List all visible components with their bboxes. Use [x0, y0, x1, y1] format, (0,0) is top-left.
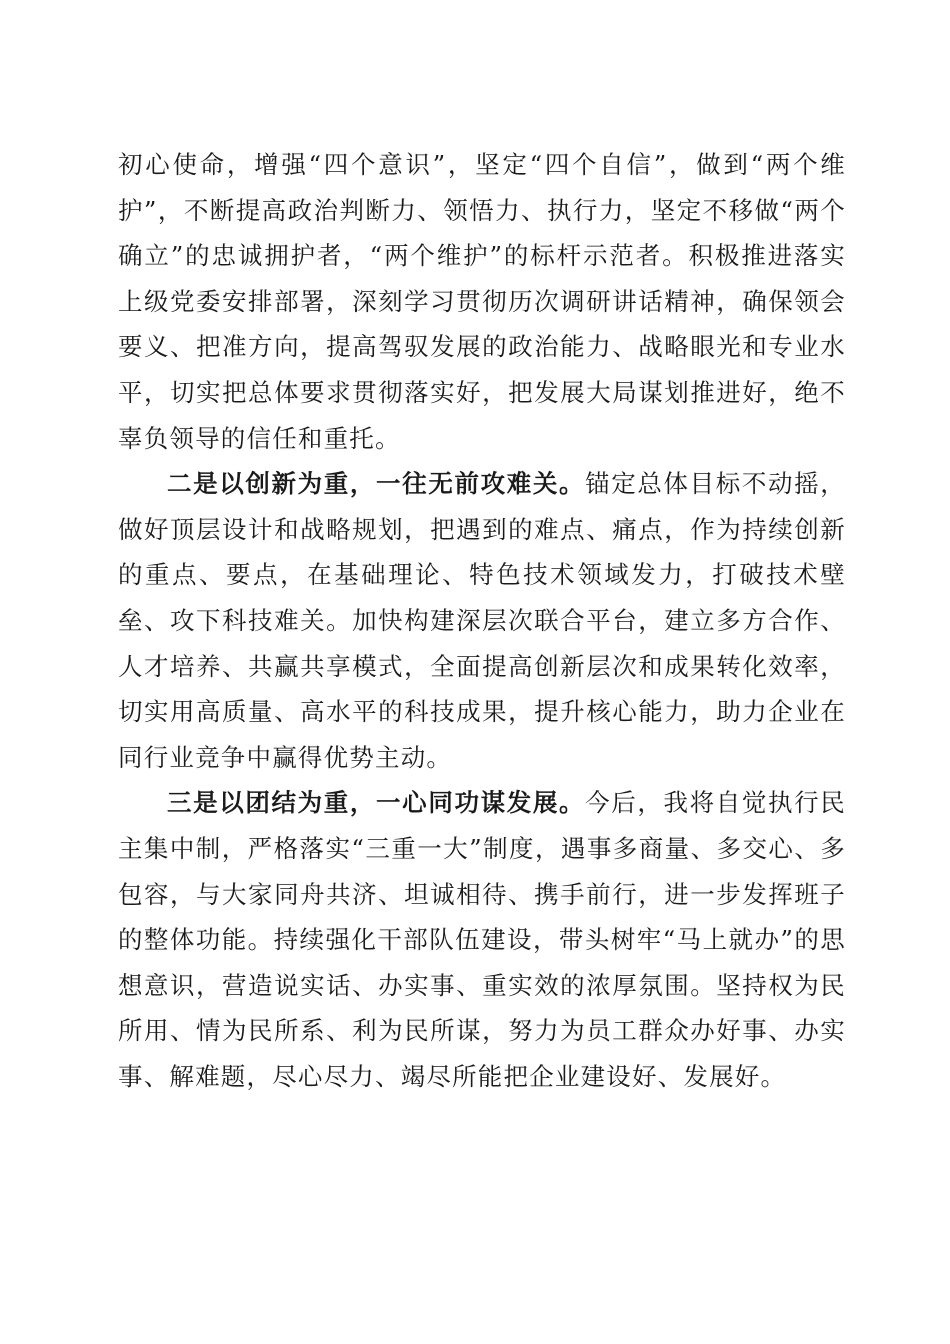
paragraph-unity [118, 780, 846, 1099]
document-body [118, 142, 846, 1099]
paragraph-heading: 二是以创新为重，一往无前攻难关。 [167, 469, 586, 499]
paragraph-body: 今后，我将自觉执行民主集中制，严格落实“三重一大”制度，遇事多商量、多交心、多包容，与大家同舟共济、坦诚相待、携手前行，进一步发挥班子的整体功能。持续强化干部队伍建设，带头树牢“马上就办”的思想意识，营造说实话、办实事、重实效的浓厚氛围。坚持权为民所用、情为民所系、利为民所谋，努力为员工群众办好事、办实事、解难题，尽心尽力、竭尽所能把企业建设好、发展好。 [118, 788, 846, 1091]
paragraph-body: 锚定总体目标不动摇，做好顶层设计和战略规划，把遇到的难点、痛点，作为持续创新的重点、要点，在基础理论、特色技术领域发力，打破技术壁垒、攻下科技难关。加快构建深层次联合平台，建立多方合作、人才培养、共赢共享模式，全面提高创新层次和成果转化效率，切实用高质量、高水平的科技成果，提升核心能力，助力企业在同行业竞争中赢得优势主动。 [118, 469, 846, 772]
paragraph-continuation [118, 142, 846, 461]
paragraph-innovation [118, 461, 846, 780]
paragraph-heading: 三是以团结为重，一心同功谋发展。 [167, 788, 586, 818]
paragraph-body: 初心使命，增强“四个意识”，坚定“四个自信”，做到“两个维护”，不断提高政治判断力、领悟力、执行力，坚定不移做“两个确立”的忠诚拥护者，“两个维护”的标杆示范者。积极推进落实上级党委安排部署，深刻学习贯彻历次调研讲话精神，确保领会要义、把准方向，提高驾驭发展的政治能力、战略眼光和专业水平，切实把总体要求贯彻落实好，把发展大局谋划推进好，绝不辜负领导的信任和重托。 [118, 150, 846, 453]
